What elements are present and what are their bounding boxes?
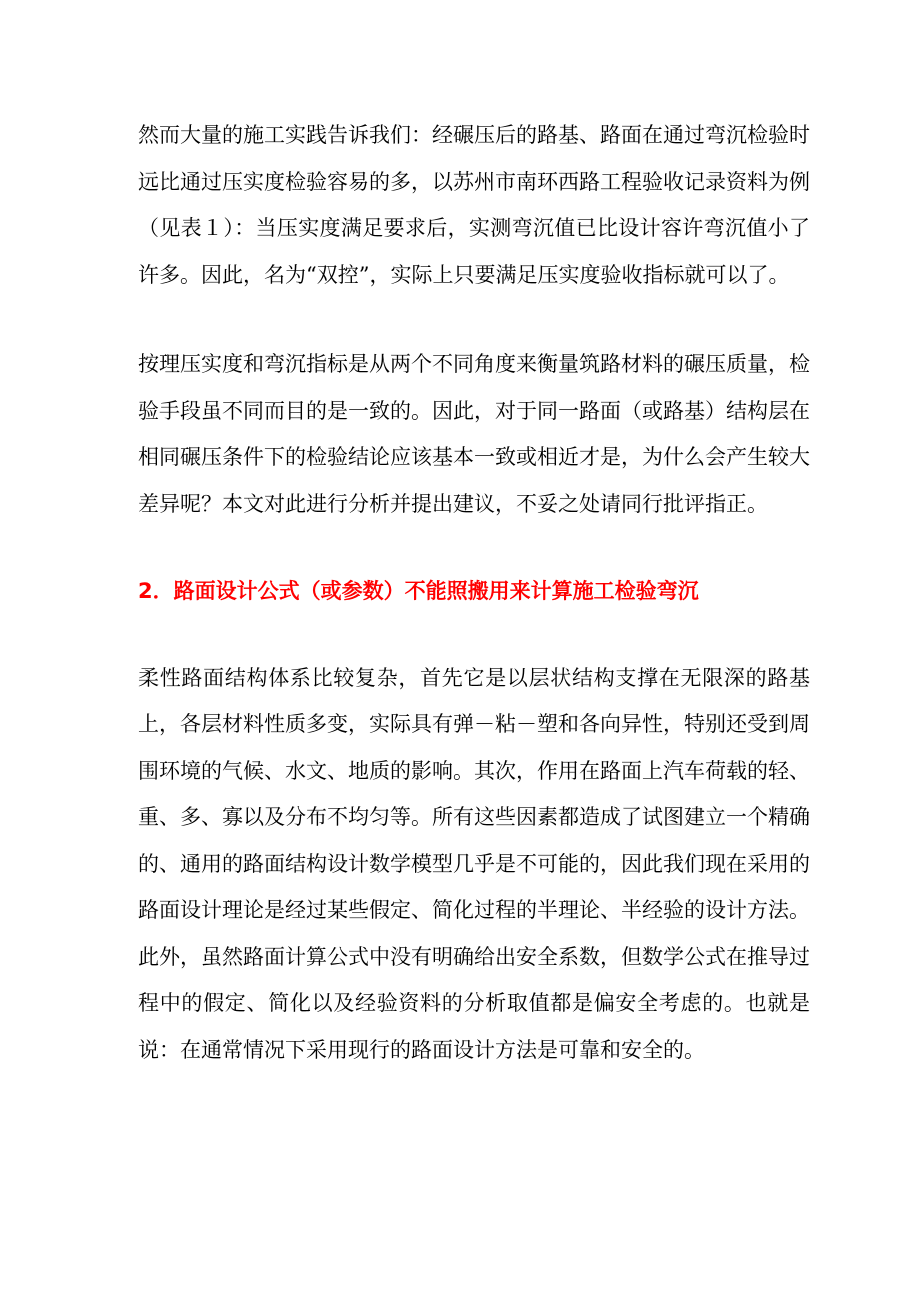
paragraph-analysis: 按理压实度和弯沉指标是从两个不同角度来衡量筑路材料的碾压质量，检验手段虽不同而目的是一致的。因此，对于同一路面（或路基）结构层在相同碾压条件下的检验结论应该基本一致或相近才是，为什么会产生较大差异呢？本文对此进行分析并提出建议，不妥之处请同行批评指正。 — [138, 352, 810, 516]
paragraph-intro: 然而大量的施工实践告诉我们：经碾压后的路基、路面在通过弯沉检验时远比通过压实度检验容易的多，以苏州市南环西路工程验收记录资料为例（见表１）：当压实度满足要求后，实测弯沉值已比设计容许弯沉值小了许多。因此，名为“双控”，实际上只要满足压实度验收指标就可以了。 — [138, 123, 810, 287]
section-heading: 2．路面设计公式（或参数）不能照搬用来计算施工检验弯沉 — [138, 579, 699, 603]
document-body — [138, 112, 810, 1116]
paragraph-section-body: 柔性路面结构体系比较复杂，首先它是以层状结构支撑在无限深的路基上，各层材料性质多变，实际具有弹－粘－塑和各向异性，特别还受到周围环境的气候、水文、地质的影响。其次，作用在路面上汽车荷载的轻、重、多、寡以及分布不均匀等。所有这些因素都造成了试图建立一个精确的、通用的路面结构设计数学模型几乎是不可能的，因此我们现在采用的路面设计理论是经过某些假定、简化过程的半理论、半经验的设计方法。此外，虽然路面计算公式中没有明确给出安全系数，但数学公式在推导过程中的假定、简化以及经验资料的分析取值都是偏安全考虑的。也就是说：在通常情况下采用现行的路面设计方法是可靠和安全的。 — [138, 665, 810, 1062]
